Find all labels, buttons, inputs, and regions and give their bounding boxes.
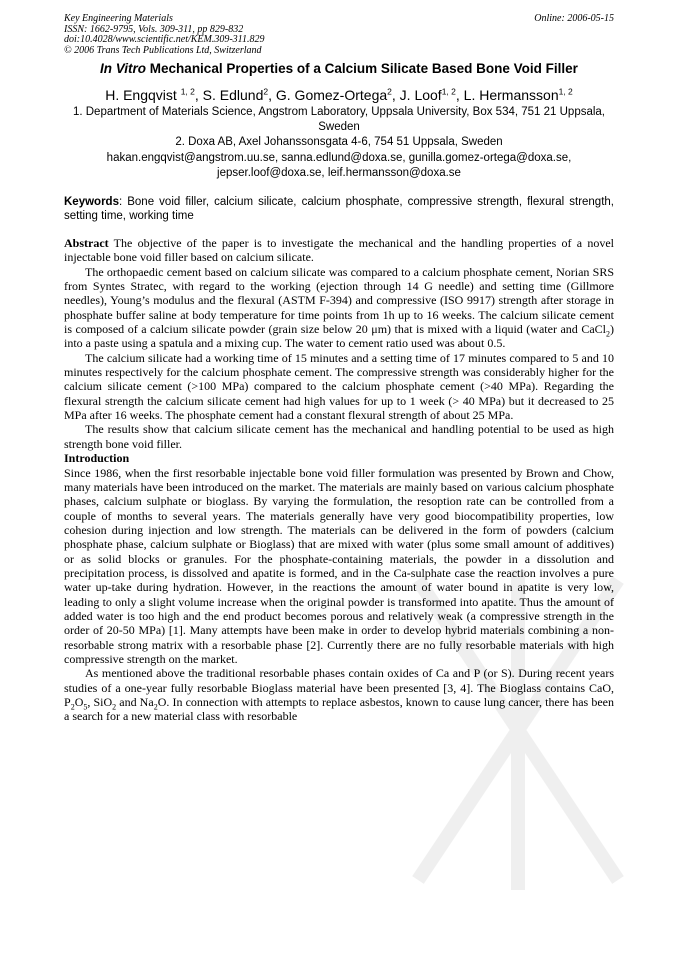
body-text: , SiO	[87, 695, 113, 710]
abstract-section	[64, 236, 614, 451]
copyright-line: © 2006 Trans Tech Publications Ltd, Switzerland	[64, 44, 262, 56]
abstract-text: ) into a paste using a spatula and a mixing cup. The water to cement ratio used was about 0.5.	[64, 322, 614, 351]
author-separator: ,	[194, 87, 203, 103]
abstract-paragraph: The results show that calcium silicate cement has the mechanical and handling potential to be used as high strength bone void filler.	[64, 422, 614, 451]
abstract-label: Abstract	[64, 236, 109, 251]
abstract-text: The objective of the paper is to investigate the mechanical and the handling properties of a novel injectable bone void filler based on calcium silicate.	[64, 236, 614, 265]
body-text: and Na	[116, 695, 154, 710]
paper-page	[64, 14, 614, 724]
keywords	[64, 195, 614, 223]
body-text: As mentioned above the traditional resorbable phases contain oxides of Ca and P (or S). During recent years studies of a one-year fully resorbable Bioglass material have been presented [3, 4]. The Bioglass contains CaO, P	[64, 666, 614, 710]
author-emails: hakan.engqvist@angstrom.uu.se, sanna.edlund@doxa.se, gunilla.gomez-ortega@doxa.se, jepser.loof@doxa.se, leif.hermansson@doxa.se	[106, 151, 572, 179]
author-affil-mark: 1, 2	[441, 86, 456, 97]
abstract-paragraph: The calcium silicate had a working time of 15 minutes and a setting time of 17 minutes compared to 5 and 10 minutes respectively for the calcium phosphate cement. The compressive strength was considerably higher for the calcium silicate cement (>100 MPa) compared to the calcium phosphate cement (>40 MPa). Regarding the flexural strength the calcium silicate cement had high values for up to 1 week (> 40 MPa) but it decreased to 25 MPa after 16 weeks. The phosphate cement had a constant flexural strength of about 25 MPa.	[64, 350, 614, 423]
journal-header	[64, 14, 614, 56]
keywords-label: Keywords	[64, 196, 119, 209]
body-paragraph: Since 1986, when the first resorbable injectable bone void filler formulation was presented by Brown and Chow, many materials have been introduced on the market. The materials are mainly based on various calcium phosphate phases, calcium sulphate or bioglass. By varying the formulation, the resoption rate can be controlled from a couple of months to several years. The materials generally have very good biocompatibility properties, low cohesion during injection and low strength. The materials can be delivered in the form of powders (calcium phosphate phase, calcium sulphate or Bioglass) that are mixed with water (plus some small amount of additives) or as solid blocks or granules. For the phosphate-containing materials, the powder in a dissolution and precipitation process, is dissolved and apatite is formed, and in the Ca-sulphate case the reaction involves a pure water up-take during hydration. However, in the reactions the amount of water bound in apatite is very low, leading to only a slight volume increase when the original powder is transformed into apatite. Thus the amount of added water is too high and the end product becomes porous and relatively weak (a compressive strength in the order of 20-50 MPa) [1]. Many attempts have been make in order to develop hybrid materials combining a non-resorbable strong matrix with a resorbable phase [2]. Currently there are no fully resorbable materials with high compressive strength on the market.	[64, 465, 614, 666]
author-separator: ,	[391, 87, 400, 103]
author-affil-mark: 1, 2	[558, 86, 573, 97]
author-name: H. Engqvist	[105, 87, 181, 103]
body-text: O	[74, 695, 84, 710]
author-name: S. Edlund	[202, 87, 264, 103]
author-affil-mark: 1, 2	[180, 86, 195, 97]
subscript: 5	[83, 702, 88, 712]
author-name: L. Hermansson	[463, 87, 559, 103]
section-heading: Introduction	[64, 451, 130, 466]
abstract-text: The orthopaedic cement based on calcium silicate was compared to a calcium phosphate cement, Norian SRS from Syntes Stratec, with regard to the working (ejection through 14 G needle) and setting time (Gillmore needles), Young’s modulus and the flexural (ASTM F-394) and compressive (ISO 9917) strength after storage in phosphate buffer saline at body temperature for time points from 1h up to 16 weeks. The calcium silicate cement is composed of a calcium silicate powder (grain size below 20 μm) that is mixed with a liquid (water and CaCl	[64, 264, 614, 337]
author-name: G. Gomez-Ortega	[275, 87, 388, 103]
title-italic: In Vitro	[100, 61, 147, 76]
doi-line: doi:10.4028/www.scientific.net/KEM.309-311.829	[64, 34, 265, 45]
keywords-text: : Bone void filler, calcium silicate, calcium phosphate, compressive strength, flexural strength, setting time, working time	[64, 196, 614, 223]
issn-line: ISSN: 1662-9795, Vols. 309-311, pp 829-832	[64, 23, 244, 35]
author-separator: ,	[268, 87, 276, 103]
author-name: J. Loof	[399, 87, 442, 103]
title-rest: Mechanical Properties of a Calcium Silicate Based Bone Void Filler	[146, 61, 578, 76]
author-list	[64, 86, 614, 104]
author-affil-mark: 2	[387, 86, 392, 97]
introduction-section	[64, 451, 614, 724]
body-paragraph	[64, 666, 614, 723]
author-affil-mark: 2	[263, 86, 269, 97]
abstract-paragraph	[64, 236, 614, 265]
subscript: 2	[112, 702, 117, 712]
abstract-paragraph	[64, 265, 614, 351]
subscript: 2	[153, 702, 158, 712]
author-separator: ,	[455, 87, 464, 103]
affiliations	[64, 105, 614, 181]
online-date: Online: 2006-05-15	[534, 13, 614, 24]
subscript: 2	[70, 702, 75, 712]
affiliation-2: 2. Doxa AB, Axel Johanssonsgata 4-6, 754 51 Uppsala, Sweden	[175, 136, 503, 149]
affiliation-1: 1. Department of Materials Science, Angstrom Laboratory, Uppsala University, Box 534, 751 21 Uppsala, Sweden	[72, 106, 606, 134]
body-text: O. In connection with attempts to replace asbestos, known to cause lung cancer, there has been a search for a new material class with resorbable	[64, 695, 614, 724]
paper-title	[64, 60, 614, 77]
journal-name: Key Engineering Materials	[64, 13, 173, 24]
subscript: 2	[606, 329, 610, 339]
